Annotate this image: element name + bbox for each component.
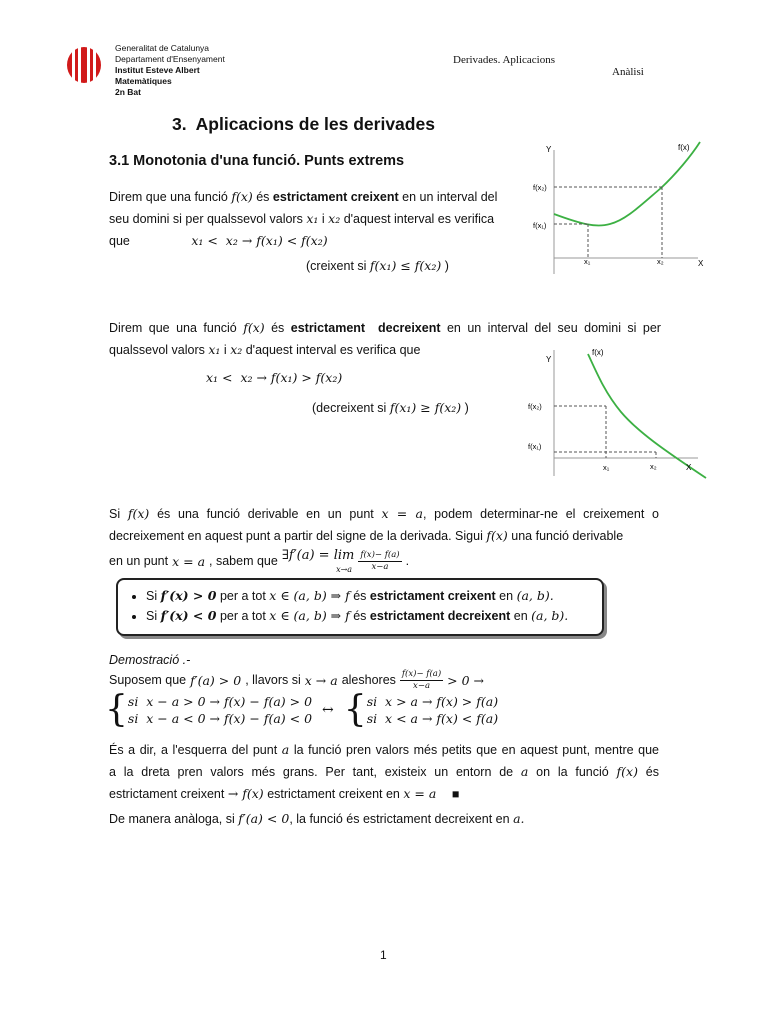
math: f(x) [127,506,150,521]
x1-label: x₁ [603,463,610,472]
text: una funció derivable [511,529,624,543]
org-line-2: Departament d'Ensenyament [115,54,225,64]
text: Si [146,589,158,603]
org-line-1: Generalitat de Catalunya [115,43,210,53]
axis-y-label: Y [546,145,552,154]
text: De manera anàloga, si [109,812,235,826]
text: (creixent si [306,259,367,273]
conclusion-line-2 [109,761,659,783]
fraction-numerator: f(x)− f(a) [401,669,442,679]
text: és [256,190,270,204]
axis-x-label: X [686,463,692,472]
limit-subscript: x→a [336,565,353,574]
math: (a, b). [531,608,569,623]
increasing-formula: x₁ < x₂ → f(x₁) < f(x₂) [191,233,328,248]
text: d'aquest interval es verifica [343,212,495,226]
subject-name: Matemàtiques [115,76,172,86]
math: a [281,742,290,757]
text: aleshores [341,673,396,687]
math-x2: x₂ [230,342,243,357]
math: f(x) [616,764,638,779]
derivable-line-1 [109,503,659,525]
left-brace-icon: { [343,689,367,730]
text: (decreixent si [312,401,387,415]
catalonia-logo-icon [66,46,102,84]
increasing-note [306,255,449,277]
text: i [223,343,227,357]
fx2-label: f(x₂) [533,183,547,192]
text: és [271,321,285,335]
system-2-row-1: si x > a → f(x) > f(a) [366,694,499,709]
text: en un punt [109,553,169,568]
text: És a dir, a l'esquerra del punt [109,743,278,757]
derivable-line-3 [109,547,659,575]
math: f(x) [486,528,508,543]
section-name: Anàlisi [612,66,644,78]
fraction-numerator: f(x)− f(a) [360,549,400,560]
fraction-denominator: x−a [371,561,389,572]
math: x = a [381,506,423,521]
math: x → a [304,673,338,688]
system-1 [128,693,312,727]
math: f′(x) > 0 [160,588,217,603]
conclusion-line-1 [109,739,659,761]
increasing-definition [109,186,514,252]
decreasing-line-1 [109,317,661,339]
text: per a tot [219,589,266,603]
conclusion-line-3 [109,783,659,805]
system-2 [367,693,498,727]
page-number: 1 [380,948,387,962]
system-1-row-2: si x − a < 0 → f(x) − f(a) < 0 [127,711,313,726]
bold-term: estrictament decreixent [290,321,441,335]
text: la funció pren valors més petits que en aquest punt, mentre que [293,743,659,757]
text: en [513,609,528,623]
text: , sabem que [209,553,278,568]
doc-title: Derivades. Aplicacions [453,54,556,66]
text: , podem determinar-ne el creixement o [422,507,659,521]
math: f′(a) > 0 [190,673,242,688]
text: és [353,609,367,623]
text: Suposem que [109,673,187,687]
course-name: 2n Bat [115,87,141,97]
bold-term: estrictament creixent [272,190,399,204]
derivable-paragraph [109,503,659,575]
system-2-row-2: si x < a → f(x) < f(a) [366,711,499,726]
text: estrictament creixent en [267,787,400,801]
fx1-label: f(x₁) [533,221,547,230]
bold-term: estrictament creixent [369,589,496,603]
x2-label: x₂ [657,257,664,266]
axis-y-label: Y [546,355,552,364]
math: > 0 → [447,673,485,688]
increasing-line-3 [109,230,514,252]
qed-symbol: ■ [451,787,460,801]
decreasing-formula: x₁ < x₂ → f(x₁) > f(x₂) [206,370,343,385]
limit-expression: ∃f′(a) = lim [281,548,355,563]
text: estrictament creixent [109,787,225,801]
math-fx: f(x) [243,320,265,335]
conclusion-paragraph [109,739,659,805]
math: f′(x) < 0 [160,608,217,623]
text: Direm que una funció [109,190,228,204]
text: i [321,212,325,226]
text: ) [464,401,469,415]
text: és [645,765,659,779]
increasing-graph [526,140,716,282]
page-title: 3. Aplicacions de les derivades [172,114,435,134]
derivable-line-2 [109,525,659,547]
increasing-line-1 [109,186,514,208]
math: f(x₁) ≥ f(x₂) [389,400,462,415]
x2-label: x₂ [650,462,657,471]
text: en [499,589,514,603]
fx1-label: f(x₁) [528,442,542,451]
bold-term: estrictament decreixent [369,609,511,623]
text: en un interval del [402,190,498,204]
math: a. [513,811,525,826]
proof-systems [105,689,499,730]
math: x = a [172,553,206,569]
iff-symbol: ↔ [322,702,334,718]
math: a [520,764,529,779]
math-x1: x₁ [208,342,221,357]
text: seu domini si per qualssevol valors [109,212,303,226]
text: Direm que una funció [109,321,237,335]
text: decreixement en aquest punt a partir del signe de la derivada. Sigui [109,529,483,543]
header-org [115,43,225,98]
decreasing-graph [526,346,714,482]
section-subtitle: 3.1 Monotonia d'una funció. Punts extrems [109,153,405,169]
text: és [353,589,367,603]
math-x2: x₂ [328,211,341,226]
text: , llavors si [245,673,301,687]
text: és una funció derivable en un punt [157,507,374,521]
proof-line-1 [109,669,484,692]
text: Si [109,507,121,521]
curve [554,142,700,226]
math: → f(x) [227,786,264,801]
fx2-label: f(x₂) [528,402,542,411]
decreasing-note [312,397,469,419]
curve-label: f(x) [678,143,690,152]
increasing-line-2 [109,208,514,230]
text: que [109,234,130,248]
math: (a, b). [516,588,554,603]
proof-fraction [400,669,443,692]
text: . [405,553,410,568]
limit-fraction [358,550,401,573]
text: en un interval del seu domini si per [446,321,661,335]
math: f(x₁) ≤ f(x₂) [369,258,442,273]
math: x ∈ (a, b) ⇒ f [269,588,350,603]
text: per a tot [219,609,266,623]
math: x ∈ (a, b) ⇒ f [269,608,350,623]
institute-name: Institut Esteve Albert [115,65,200,75]
text: on la funció [536,765,609,779]
system-1-row-1: si x − a > 0 → f(x) − f(a) > 0 [127,694,313,709]
math-fx: f(x) [231,189,253,204]
fraction-denominator: x−a [413,681,431,691]
criterion-box [116,578,604,636]
math: f′(a) < 0 [238,811,290,826]
text: a la dreta pren valors més grans. Per tant, existeix un entorn de [109,765,514,779]
text: d'aquest interval es verifica que [245,343,421,357]
curve-label: f(x) [592,348,604,357]
math: x = a [403,786,437,801]
text: ) [444,259,449,273]
criterion-increasing [146,586,602,606]
text: , la funció és estrictament decreixent en [289,812,510,826]
analog-paragraph [109,808,525,830]
text: Si [146,609,158,623]
x1-label: x₁ [584,257,591,266]
criterion-decreasing [146,606,602,626]
proof-label: Demostració .- [109,653,191,667]
math-x1: x₁ [306,211,319,226]
axis-x-label: X [698,259,704,268]
text: qualssevol valors [109,343,205,357]
left-brace-icon: { [105,689,128,730]
